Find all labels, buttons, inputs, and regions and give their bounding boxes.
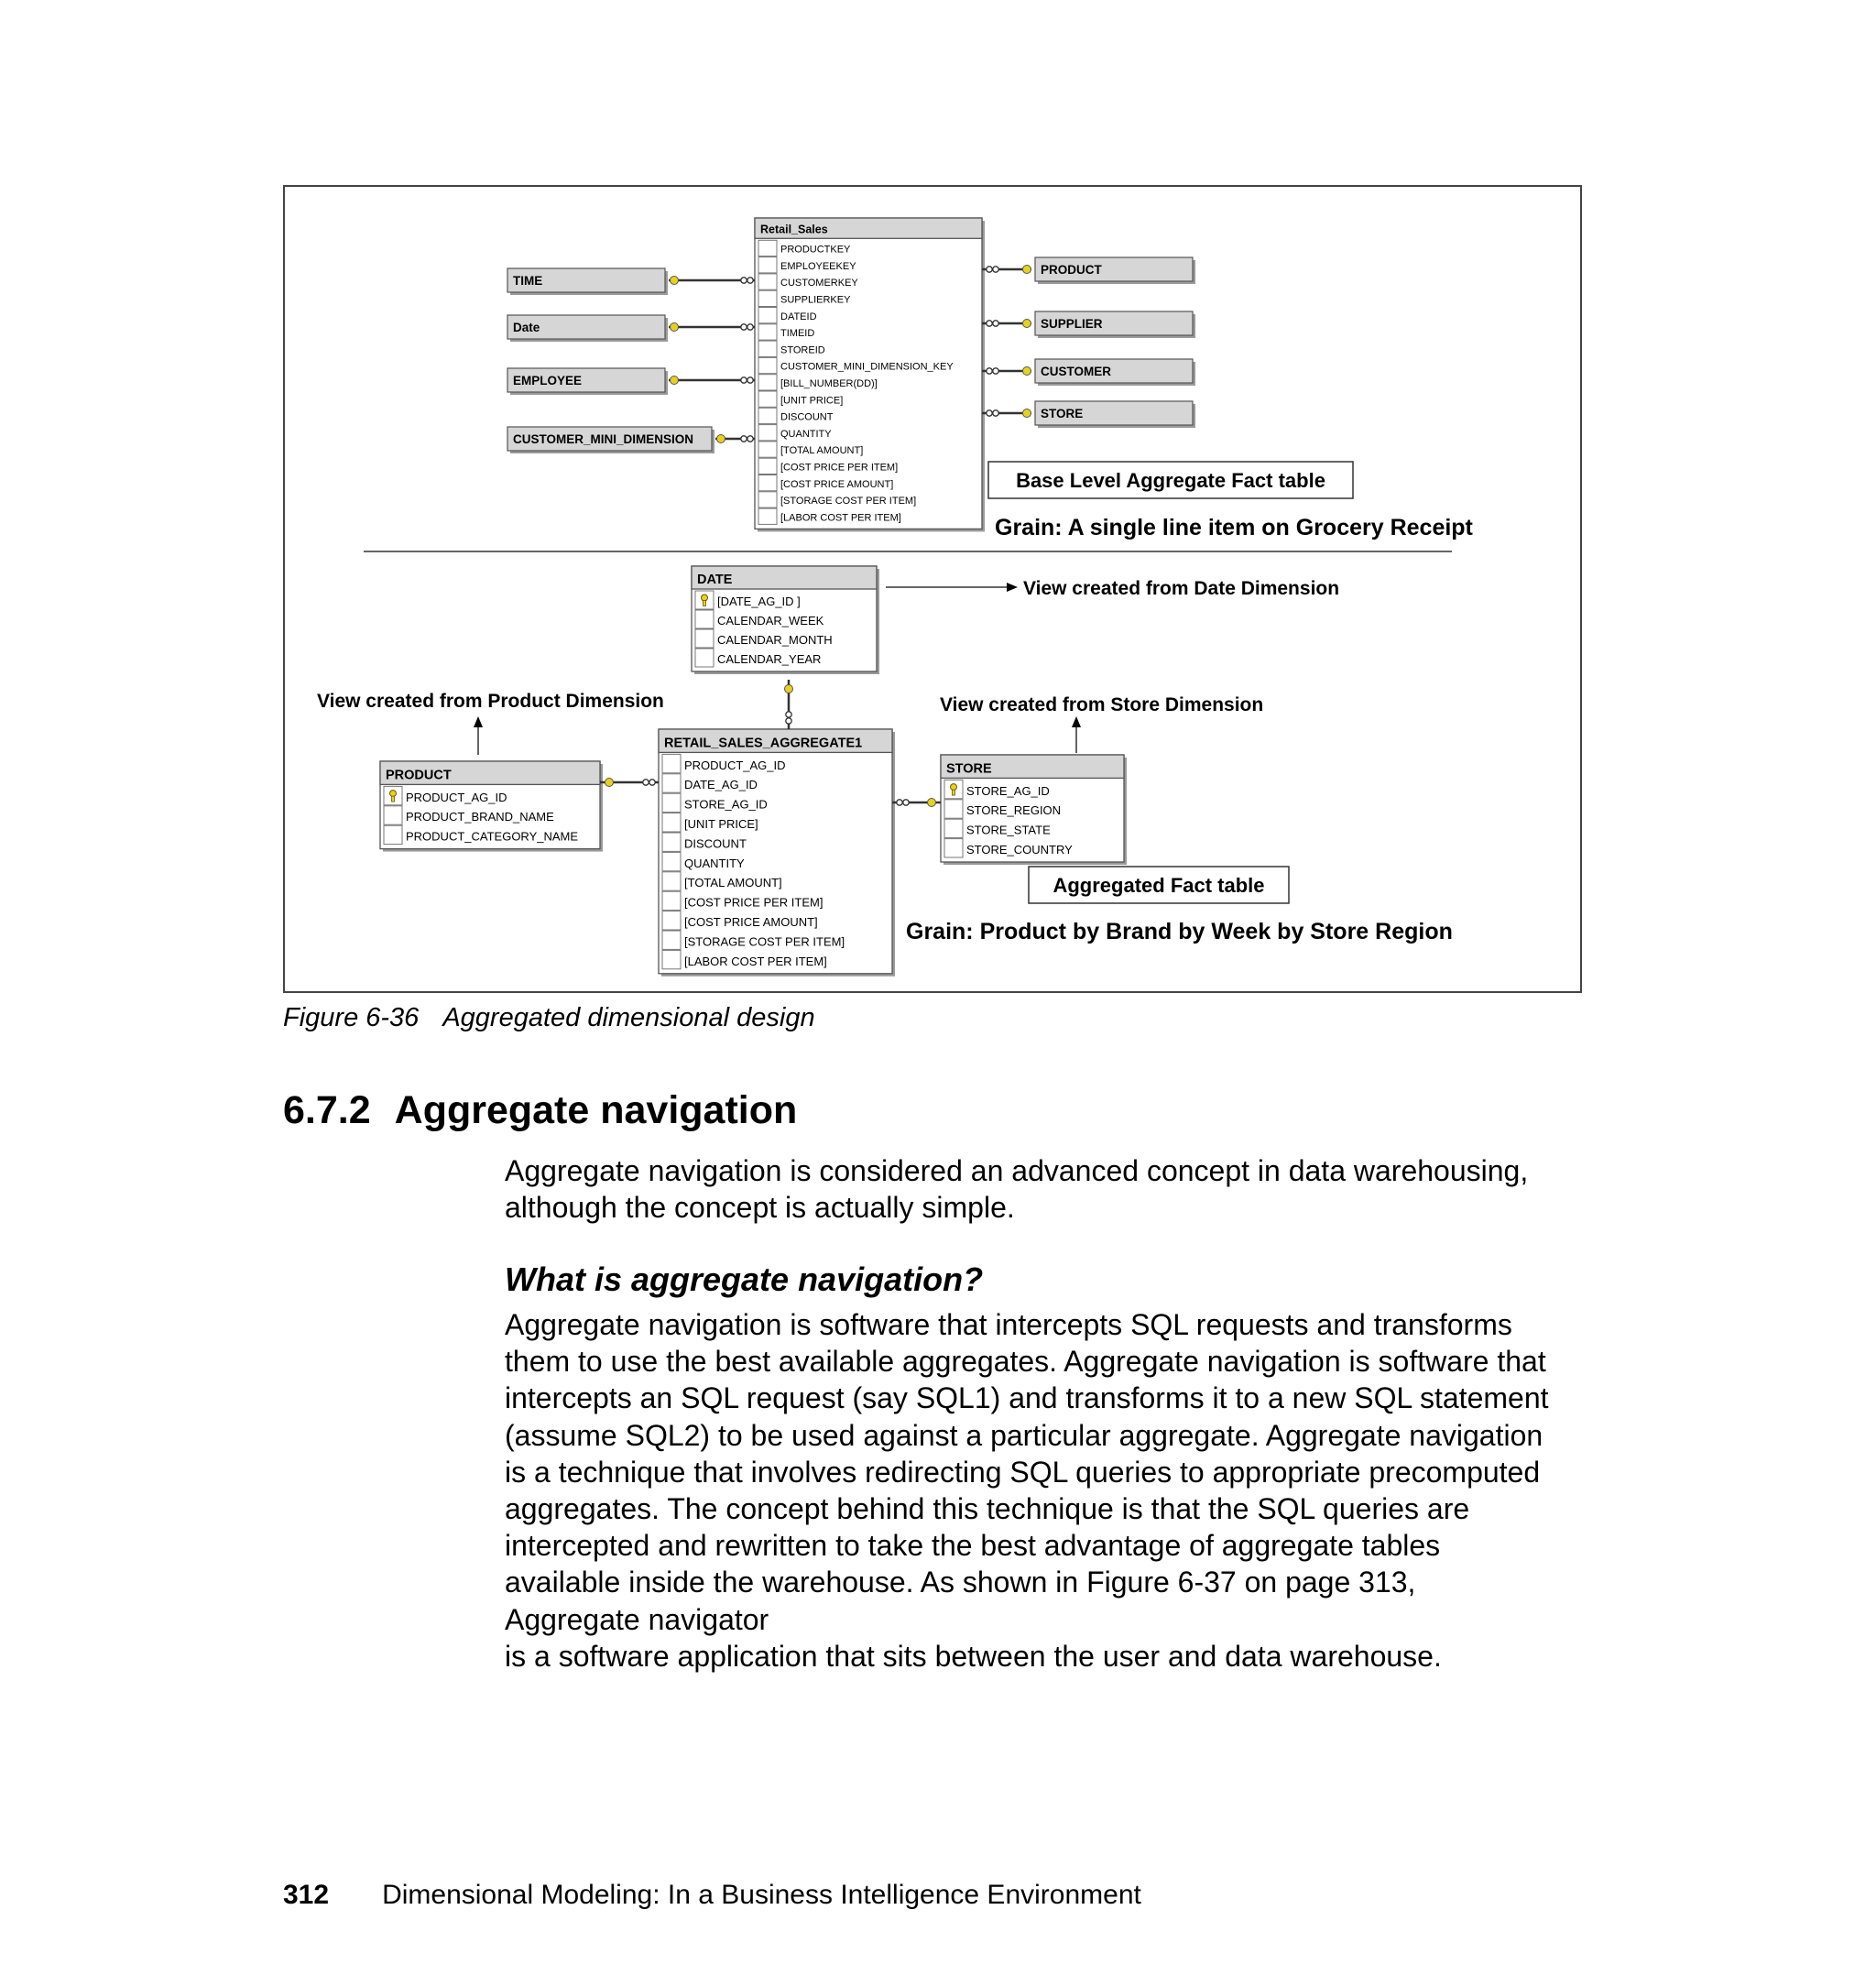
row-selector xyxy=(662,813,681,832)
relationship-many-end xyxy=(987,321,992,326)
base-grain-text: Grain: A single line item on Grocery Receipt xyxy=(995,515,1473,540)
column-name: TIMEID xyxy=(780,328,815,340)
arrow-head xyxy=(1007,583,1018,592)
date-view-note: View created from Date Dimension xyxy=(1023,578,1340,599)
column-name: PRODUCT_AG_ID xyxy=(406,790,507,804)
aggregated-fact-label-text: Aggregated Fact table xyxy=(1053,874,1265,897)
row-selector xyxy=(662,774,681,792)
section-number: 6.7.2 xyxy=(283,1088,371,1132)
column-name: PRODUCT_AG_ID xyxy=(684,758,786,772)
column-name: [DATE_AG_ID ] xyxy=(717,595,801,608)
dim-supplier-label: SUPPLIER xyxy=(1041,317,1103,331)
row-selector xyxy=(384,806,402,824)
column-name: QUANTITY xyxy=(684,856,745,870)
column-name: [COST PRICE PER ITEM] xyxy=(684,895,823,910)
column-name: [BILL_NUMBER(DD)] xyxy=(780,378,878,389)
relationship-key-end xyxy=(785,685,793,693)
relationship-many-end xyxy=(747,436,753,442)
column-name: STORE_REGION xyxy=(966,803,1062,818)
column-name: CALENDAR_YEAR xyxy=(717,652,822,666)
row-selector xyxy=(662,911,681,930)
figure-caption xyxy=(283,1003,815,1033)
relationship-key-end xyxy=(717,435,725,443)
dim-time-label: TIME xyxy=(513,274,543,288)
column-name: [LABOR COST PER ITEM] xyxy=(780,512,901,524)
relationship-many-end xyxy=(993,267,998,272)
row-selector xyxy=(758,475,777,491)
relationship-many-end xyxy=(993,321,998,326)
body-paragraph xyxy=(505,1306,1595,1675)
column-name: DISCOUNT xyxy=(684,836,747,851)
relationship-key-end xyxy=(671,323,679,332)
row-selector xyxy=(758,492,777,507)
row-selector xyxy=(758,508,777,524)
row-selector xyxy=(758,357,777,373)
column-name: PRODUCT_BRAND_NAME xyxy=(406,810,554,824)
column-name: STORE_STATE xyxy=(966,823,1051,837)
relationship-many-end xyxy=(741,377,747,383)
row-selector xyxy=(758,324,777,340)
relationship-many-end xyxy=(747,278,753,283)
relationship-key-end xyxy=(605,779,614,787)
row-selector xyxy=(758,290,777,306)
section-heading xyxy=(283,1088,797,1133)
retail-sales-aggregate1-table-title: RETAIL_SALES_AGGREGATE1 xyxy=(664,736,863,751)
dim-product-label: PRODUCT xyxy=(1041,263,1102,277)
relationship-key-end xyxy=(671,376,679,385)
row-selector xyxy=(758,425,777,441)
relationship-key-end xyxy=(1023,367,1031,376)
dim-store-label: STORE xyxy=(1041,407,1084,420)
book-title: Dimensional Modeling: In a Business Intelligence Environment xyxy=(382,1880,1141,1910)
row-selector xyxy=(384,825,402,844)
page-footer xyxy=(283,1880,1141,1911)
row-selector xyxy=(758,240,777,256)
dim-customer-label: CUSTOMER xyxy=(1041,365,1112,378)
relationship-many-end xyxy=(987,410,992,416)
column-name: [COST PRICE AMOUNT] xyxy=(684,915,818,929)
row-selector xyxy=(944,800,963,818)
caption-text: Aggregated dimensional design xyxy=(442,1003,815,1032)
relationship-many-end xyxy=(786,712,791,717)
aggregate-grain-text: Grain: Product by Brand by Week by Store Region xyxy=(906,919,1453,944)
store-table-title: STORE xyxy=(946,761,992,777)
relationship-many-end xyxy=(993,410,998,416)
column-name: DISCOUNT xyxy=(780,411,834,423)
column-name: [UNIT PRICE] xyxy=(780,395,844,407)
subheading: What is aggregate navigation? xyxy=(505,1260,984,1298)
paragraph-line: intercepts an SQL request (say SQL1) and transforms it to a new SQL statement xyxy=(505,1381,1549,1415)
column-name: CALENDAR_MONTH xyxy=(717,633,833,647)
relationship-key-end xyxy=(928,799,936,807)
paragraph-line: intercepted and rewritten to take the best advantage of aggregate tables xyxy=(505,1529,1441,1563)
column-name: [TOTAL AMOUNT] xyxy=(684,876,782,890)
row-selector xyxy=(662,872,681,890)
column-name: DATE_AG_ID xyxy=(684,778,758,792)
paragraph-line: them to use the best available aggregates. Aggregate navigation is software that xyxy=(505,1345,1546,1379)
row-selector xyxy=(662,754,681,772)
row-selector xyxy=(662,793,681,812)
row-selector xyxy=(758,391,777,407)
dim-date-label: Date xyxy=(513,321,540,334)
dim-customer-mini-dimension-label: CUSTOMER_MINI_DIMENSION xyxy=(513,432,694,446)
row-selector xyxy=(944,839,963,857)
figure-frame xyxy=(283,185,1582,993)
dim-employee-label: EMPLOYEE xyxy=(513,374,583,387)
column-name: [LABOR COST PER ITEM] xyxy=(684,954,827,968)
product-table-title: PRODUCT xyxy=(386,768,452,783)
paragraph-line: (assume SQL2) to be used against a particular aggregate. Aggregate navigation xyxy=(505,1418,1543,1452)
column-name: STORE_COUNTRY xyxy=(966,843,1073,857)
paragraph-line: aggregates. The concept behind this technique is that the SQL queries are xyxy=(505,1492,1470,1526)
column-name: SUPPLIERKEY xyxy=(780,294,851,306)
row-selector xyxy=(758,308,777,323)
er-diagram xyxy=(285,187,1584,995)
row-selector xyxy=(662,852,681,870)
relationship-key-end xyxy=(1023,320,1031,328)
column-name: QUANTITY xyxy=(780,428,832,440)
relationship-many-end xyxy=(741,436,747,442)
relationship-many-end xyxy=(649,780,655,785)
row-selector xyxy=(758,458,777,474)
product-view-note: View created from Product Dimension xyxy=(317,691,664,712)
paragraph-line: Aggregate navigator xyxy=(505,1602,769,1636)
row-selector xyxy=(695,649,714,667)
row-selector xyxy=(758,408,777,423)
relationship-many-end xyxy=(741,324,747,330)
column-name: STOREID xyxy=(780,344,825,356)
paragraph-line: is a software application that sits between the user and data warehouse. xyxy=(505,1639,1442,1673)
row-selector xyxy=(662,891,681,910)
caption-label: Figure 6-36 xyxy=(283,1003,420,1032)
column-name: [COST PRICE PER ITEM] xyxy=(780,462,899,474)
column-name: DATEID xyxy=(780,311,817,322)
column-name: [TOTAL AMOUNT] xyxy=(780,445,864,457)
relationship-many-end xyxy=(987,267,992,272)
relationship-many-end xyxy=(747,324,753,330)
column-name: [STORAGE COST PER ITEM] xyxy=(780,496,917,507)
relationship-many-end xyxy=(741,278,747,283)
paragraph-line: is a technique that involves redirecting SQL queries to appropriate precomputed xyxy=(505,1455,1541,1489)
row-selector xyxy=(662,931,681,949)
row-selector xyxy=(695,610,714,628)
column-name: CALENDAR_WEEK xyxy=(717,614,824,627)
row-selector xyxy=(662,833,681,851)
column-name: PRODUCT_CATEGORY_NAME xyxy=(406,829,579,844)
row-selector xyxy=(758,375,777,390)
paragraph-line: available inside the warehouse. As shown in Figure 6-37 on page 313, xyxy=(505,1566,1416,1599)
base-aggregate-label-text: Base Level Aggregate Fact table xyxy=(1016,469,1325,492)
relationship-many-end xyxy=(903,800,909,805)
column-name: STORE_AG_ID xyxy=(684,797,768,812)
row-selector xyxy=(758,341,777,356)
arrow-head xyxy=(474,716,483,727)
column-name: STORE_AG_ID xyxy=(966,783,1050,798)
relationship-key-end xyxy=(671,277,679,285)
column-name: [UNIT PRICE] xyxy=(684,817,758,831)
relationship-key-end xyxy=(1023,266,1031,274)
store-view-note: View created from Store Dimension xyxy=(940,694,1264,715)
relationship-many-end xyxy=(987,368,992,374)
row-selector xyxy=(758,257,777,273)
arrow-head xyxy=(1072,716,1081,727)
page-number: 312 xyxy=(283,1880,330,1910)
column-name: CUSTOMER_MINI_DIMENSION_KEY xyxy=(780,361,954,373)
column-name: [STORAGE COST PER ITEM] xyxy=(684,934,845,949)
date-table-title: DATE xyxy=(697,573,733,587)
intro-paragraph: Aggregate navigation is considered an advanced concept in data warehousing, although the concept is actually simple. xyxy=(505,1154,1529,1225)
retail-sales-table-title: Retail_Sales xyxy=(760,223,828,236)
section-title: Aggregate navigation xyxy=(394,1088,798,1132)
row-selector xyxy=(695,629,714,648)
relationship-many-end xyxy=(993,368,998,374)
column-name: CUSTOMERKEY xyxy=(780,278,858,289)
paragraph-line: Aggregate navigation is software that intercepts SQL requests and transforms xyxy=(505,1308,1512,1341)
relationship-many-end xyxy=(897,800,902,805)
row-selector xyxy=(758,274,777,289)
relationship-many-end xyxy=(747,377,753,383)
relationship-key-end xyxy=(1023,409,1031,418)
relationship-many-end xyxy=(643,780,649,785)
row-selector xyxy=(662,950,681,968)
row-selector xyxy=(944,819,963,837)
column-name: [COST PRICE AMOUNT] xyxy=(780,478,894,490)
column-name: EMPLOYEEKEY xyxy=(780,260,856,272)
relationship-many-end xyxy=(786,718,791,724)
column-name: PRODUCTKEY xyxy=(780,244,851,256)
row-selector xyxy=(758,442,777,457)
